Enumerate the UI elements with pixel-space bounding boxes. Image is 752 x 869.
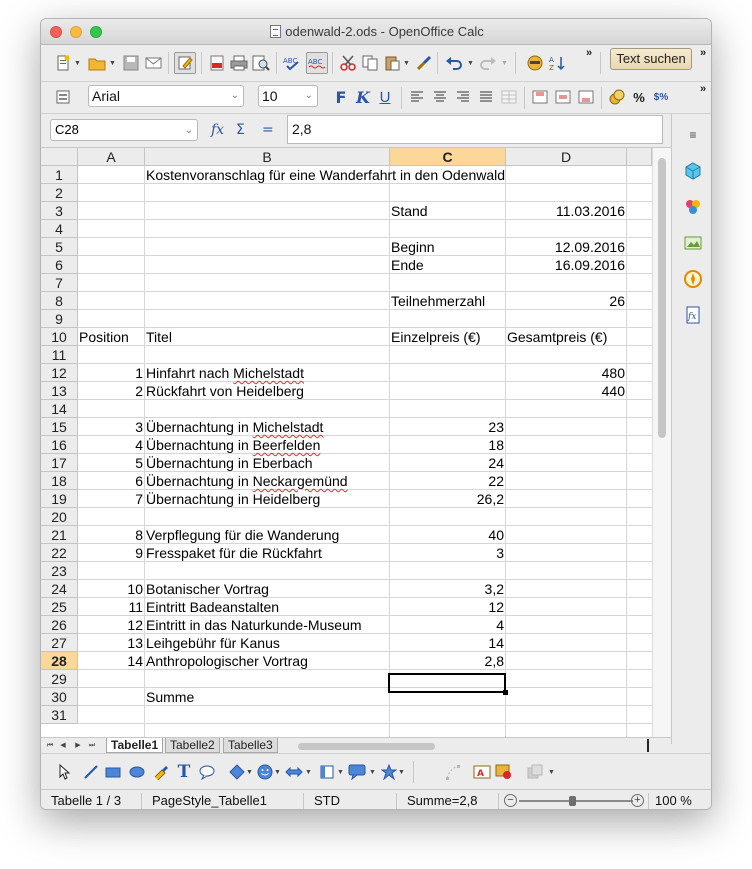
status-sheet-indicator[interactable]: Tabelle 1 / 3 (51, 793, 122, 808)
freeform-line-icon[interactable] (151, 762, 171, 782)
align-center-icon[interactable] (430, 87, 450, 107)
row-header-8[interactable]: 8 (41, 292, 78, 310)
cell-c-row-16[interactable]: 18 (488, 437, 504, 453)
underline-icon[interactable]: U (379, 88, 391, 106)
toolbar-separator (168, 52, 169, 74)
sheet-tab-tabelle3[interactable]: Tabelle3 (223, 738, 278, 753)
cell-c-row-25[interactable]: 12 (488, 599, 504, 615)
sheet-tab-bar (41, 737, 671, 753)
shapes-dropdown-icon[interactable]: ▼ (246, 769, 253, 776)
symbols-dropdown-icon[interactable]: ▼ (274, 769, 281, 776)
email-document-icon[interactable] (144, 53, 164, 73)
points-icon[interactable] (443, 762, 463, 782)
horizontal-scrollbar[interactable] (294, 741, 646, 751)
line-tool-icon[interactable] (81, 762, 101, 782)
next-sheet-icon[interactable]: ▶ (75, 742, 81, 749)
svg-text:ABC: ABC (283, 57, 298, 65)
formula-input[interactable]: 2,8 (287, 115, 663, 144)
split-handle[interactable] (647, 739, 649, 752)
row-header-7[interactable]: 7 (41, 274, 78, 292)
status-sum[interactable]: Summe=2,8 (407, 793, 478, 808)
redo-dropdown-icon[interactable]: ▼ (501, 60, 508, 67)
new-dropdown-icon[interactable]: ▼ (74, 60, 81, 67)
zoom-out-icon[interactable]: − (504, 794, 517, 807)
drawing-toolbar (41, 753, 712, 789)
font-name-value: Arial (92, 88, 121, 104)
grid-line (78, 723, 652, 724)
block-arrows-icon[interactable] (284, 762, 304, 782)
row-header-9[interactable]: 9 (41, 310, 78, 328)
row-header-23[interactable]: 23 (41, 562, 78, 580)
print-icon[interactable] (229, 53, 249, 73)
row-header-13[interactable]: 13 (41, 382, 78, 400)
number-format-icon[interactable]: $% (653, 91, 669, 103)
callouts-icon[interactable] (347, 762, 367, 782)
navigator-icon[interactable] (525, 53, 545, 73)
cell-a-row-22[interactable]: 9 (135, 545, 143, 561)
cell-a-row-16[interactable]: 4 (135, 437, 143, 453)
export-pdf-icon[interactable] (207, 53, 227, 73)
currency-format-icon[interactable] (607, 87, 627, 107)
edit-file-icon[interactable] (174, 52, 196, 74)
column-header-e[interactable] (627, 148, 652, 166)
status-page-style[interactable]: PageStyle_Tabelle1 (152, 793, 267, 808)
row-header-21[interactable]: 21 (41, 526, 78, 544)
cell-c-row-19[interactable]: 26,2 (476, 491, 504, 507)
chevron-down-icon[interactable]: ⌄ (230, 90, 239, 101)
row-header-10[interactable]: 10 (41, 328, 78, 346)
open-folder-icon[interactable] (87, 53, 107, 73)
font-name-combobox[interactable] (88, 85, 244, 107)
svg-text:Z: Z (549, 64, 554, 71)
toolbar-separator (401, 87, 402, 109)
select-pointer-icon[interactable] (55, 762, 75, 782)
save-icon[interactable] (121, 53, 141, 73)
cell-c-row-5[interactable]: Beginn (391, 239, 435, 255)
status-separator (141, 793, 142, 809)
percent-format-icon[interactable]: % (633, 89, 645, 105)
row-header-25[interactable]: 25 (41, 598, 78, 616)
column-header-d[interactable]: D (506, 148, 627, 166)
fill-handle[interactable] (503, 690, 508, 695)
select-all-corner[interactable] (41, 148, 78, 166)
title-bar (41, 19, 712, 45)
row-header-27[interactable]: 27 (41, 634, 78, 652)
function-wizard-icon[interactable]: fx (211, 122, 225, 138)
text-search-button[interactable]: Text suchen (610, 48, 692, 70)
column-header-c[interactable]: C (390, 148, 506, 166)
row-header-12[interactable]: 12 (41, 364, 78, 382)
toolbar-separator (600, 52, 601, 74)
cell-b-row-19[interactable]: Übernachtung in Heidelberg (146, 491, 321, 507)
sheet-tab-tabelle2[interactable]: Tabelle2 (165, 738, 220, 753)
extrusion-icon[interactable] (525, 762, 545, 782)
row-header-28[interactable]: 28 (41, 652, 78, 670)
rectangle-tool-icon[interactable] (103, 762, 123, 782)
functions-icon[interactable] (682, 304, 704, 326)
row-header-20[interactable]: 20 (41, 508, 78, 526)
cell-a-row-10[interactable]: Position (79, 329, 129, 345)
horizontal-scroll-thumb[interactable] (298, 743, 435, 750)
properties-icon[interactable] (682, 160, 704, 182)
align-top-icon[interactable] (530, 87, 550, 107)
justify-icon[interactable] (476, 87, 496, 107)
toolbar-separator (413, 761, 414, 783)
flowchart-icon[interactable] (317, 762, 337, 782)
cell-b-row-25[interactable]: Eintritt Badeanstalten (146, 599, 280, 615)
cell-c-row-22[interactable]: 3 (496, 545, 504, 561)
row-header-26[interactable]: 26 (41, 616, 78, 634)
merge-cells-icon[interactable] (499, 87, 519, 107)
cell-d-row-12[interactable]: 480 (601, 365, 625, 381)
row-header-18[interactable]: 18 (41, 472, 78, 490)
auto-spellcheck-icon[interactable] (306, 52, 328, 74)
name-box-value: C28 (55, 122, 79, 137)
cell-b-row-15[interactable]: Übernachtung in Michelstadt (146, 419, 324, 435)
basic-shapes-icon[interactable] (227, 762, 247, 782)
redo-icon[interactable] (478, 53, 498, 73)
cell-c-row-21[interactable]: 40 (488, 527, 504, 543)
vertical-scrollbar[interactable] (652, 148, 671, 737)
status-separator (396, 793, 397, 809)
stars-dropdown-icon[interactable]: ▼ (398, 769, 405, 776)
toolbar-separator (332, 52, 333, 74)
cell-b-row-10[interactable]: Titel (146, 329, 172, 345)
insert-image-icon[interactable] (494, 762, 514, 782)
symbol-shapes-icon[interactable] (255, 762, 275, 782)
extrusion-dropdown-icon[interactable]: ▼ (548, 769, 555, 776)
status-selection-mode[interactable]: STD (314, 793, 340, 808)
row-header-6[interactable]: 6 (41, 256, 78, 274)
cell-d-row-10[interactable]: Gesamtpreis (€) (507, 329, 608, 345)
cell-b-row-18[interactable]: Übernachtung in Neckargemünd (146, 473, 348, 489)
cell-b-row-27[interactable]: Leihgebühr für Kanus (146, 635, 280, 651)
font-size-combobox[interactable] (258, 85, 318, 107)
undo-dropdown-icon[interactable]: ▼ (467, 60, 474, 67)
cell-a-row-25[interactable]: 11 (128, 599, 143, 615)
column-header-b[interactable]: B (145, 148, 390, 166)
svg-text:fx: fx (688, 312, 697, 322)
row-header-24[interactable]: 24 (41, 580, 78, 598)
cell-d-row-13[interactable]: 440 (601, 383, 625, 399)
formula-bar (41, 114, 671, 148)
gallery-icon[interactable] (682, 232, 704, 254)
callouts-dropdown-icon[interactable]: ▼ (369, 769, 376, 776)
row-header-17[interactable]: 17 (41, 454, 78, 472)
spellcheck-icon[interactable] (283, 53, 303, 73)
row-header-5[interactable]: 5 (41, 238, 78, 256)
cell-b-row-24[interactable]: Botanischer Vortrag (146, 581, 269, 597)
more-tools-chevron[interactable]: » (586, 47, 593, 59)
page-preview-icon[interactable] (251, 53, 271, 73)
arrows-dropdown-icon[interactable]: ▼ (305, 769, 312, 776)
chevron-down-icon[interactable]: ⌄ (304, 90, 313, 101)
sidebar (671, 114, 712, 744)
toolbar-separator (201, 52, 202, 74)
cell-a-row-27[interactable]: 13 (127, 635, 143, 651)
status-separator (498, 793, 499, 809)
svg-text:A: A (477, 769, 484, 779)
zoom-slider-knob[interactable] (569, 796, 576, 806)
formula-equals-icon[interactable]: = (262, 122, 274, 138)
toolbar-separator (276, 52, 277, 74)
format-more-chevron[interactable]: » (700, 83, 707, 95)
styles-formatting-icon[interactable] (53, 87, 73, 107)
sum-icon[interactable]: Σ (236, 122, 245, 138)
status-zoom-level[interactable]: 100 % (655, 793, 692, 808)
cell-b-row-16[interactable]: Übernachtung in Beerfelden (146, 437, 321, 453)
window-title: odenwald-2.ods - OpenOffice Calc (285, 24, 484, 39)
cell-c-row-8[interactable]: Teilnehmerzahl (391, 293, 486, 309)
cell-c-row-6[interactable]: Ende (391, 257, 424, 273)
row-header-11[interactable]: 11 (41, 346, 78, 364)
align-bottom-icon[interactable] (576, 87, 596, 107)
cell-b-row-22[interactable]: Fresspaket für die Rückfahrt (146, 545, 322, 561)
cell-a-row-18[interactable]: 6 (135, 473, 143, 489)
paste-dropdown-icon[interactable]: ▼ (403, 60, 410, 67)
sheet-tab-tabelle1[interactable]: Tabelle1 (106, 738, 163, 753)
cell-c-row-10[interactable]: Einzelpreis (€) (391, 329, 481, 345)
row-header-22[interactable]: 22 (41, 544, 78, 562)
cell-b-row-1[interactable]: Kostenvoranschlag für eine Wanderfahrt in den Odenwald (146, 167, 506, 183)
align-left-icon[interactable] (407, 87, 427, 107)
toolbar-separator (515, 52, 516, 74)
copy-icon[interactable] (360, 53, 380, 73)
cell-a-row-24[interactable]: 10 (127, 581, 143, 597)
cell-a-row-26[interactable]: 12 (127, 617, 143, 633)
row-header-14[interactable]: 14 (41, 400, 78, 418)
first-sheet-icon[interactable]: ⏮ (46, 742, 54, 749)
cell-d-row-6[interactable]: 16.09.2016 (554, 257, 625, 273)
ellipse-tool-icon[interactable] (127, 762, 147, 782)
svg-text:A: A (549, 56, 554, 64)
cell-d-row-8[interactable]: 26 (609, 293, 625, 309)
standard-toolbar (41, 45, 712, 82)
stars-icon[interactable] (379, 762, 399, 782)
zoom-in-icon[interactable]: + (631, 794, 644, 807)
italic-icon[interactable]: K (356, 87, 370, 107)
fontwork-icon[interactable] (472, 762, 492, 782)
row-header-29[interactable]: 29 (41, 670, 78, 688)
status-bar (41, 789, 712, 810)
zoom-slider-track[interactable] (519, 800, 633, 802)
cell-d-row-3[interactable]: 11.03.2016 (555, 203, 625, 219)
cell-b-row-21[interactable]: Verpflegung für die Wanderung (146, 527, 340, 543)
svg-text:ABC: ABC (308, 58, 323, 66)
vertical-scroll-thumb[interactable] (658, 158, 666, 438)
paste-icon[interactable] (382, 53, 402, 73)
cell-a-row-15[interactable]: 3 (135, 419, 143, 435)
cell-c-row-27[interactable]: 14 (488, 635, 504, 651)
cell-b-row-26[interactable]: Eintritt in das Naturkunde-Museum (146, 617, 362, 633)
cell-c-row-28[interactable]: 2,8 (484, 653, 504, 669)
cell-c-row-17[interactable]: 24 (488, 455, 504, 471)
undo-icon[interactable] (444, 53, 464, 73)
cell-b-row-30[interactable]: Summe (146, 689, 195, 705)
chevron-down-icon[interactable]: ⌄ (184, 125, 193, 136)
align-middle-icon[interactable] (553, 87, 573, 107)
cell-a-row-13[interactable]: 2 (135, 383, 143, 399)
spreadsheet-document-icon (270, 25, 281, 38)
row-header-2[interactable]: 2 (41, 184, 78, 202)
cell-a-row-12[interactable]: 1 (135, 365, 143, 381)
cell-c-row-15[interactable]: 23 (488, 419, 504, 435)
cell-a-row-28[interactable]: 14 (127, 653, 143, 669)
styles-icon[interactable] (682, 196, 704, 218)
name-box[interactable] (50, 119, 198, 141)
cell-d-row-5[interactable]: 12.09.2016 (554, 239, 625, 255)
cell-c-row-24[interactable]: 3,2 (484, 581, 504, 597)
cell-c-row-3[interactable]: Stand (391, 203, 428, 219)
callout-tool-icon[interactable] (197, 762, 217, 782)
cell-a-row-19[interactable]: 7 (135, 491, 143, 507)
row-header-16[interactable]: 16 (41, 436, 78, 454)
cell-b-row-17[interactable]: Übernachtung in Eberbach (146, 455, 313, 471)
previous-sheet-icon[interactable]: ◀ (60, 742, 66, 749)
sidebar-menu-icon[interactable]: ≡ (689, 128, 697, 142)
column-header-a[interactable]: A (78, 148, 145, 166)
open-dropdown-icon[interactable]: ▼ (109, 60, 116, 67)
bold-icon[interactable]: F (335, 87, 347, 107)
cell-c-row-18[interactable]: 22 (488, 473, 504, 489)
toolbar-separator (601, 87, 602, 109)
flowchart-dropdown-icon[interactable]: ▼ (337, 769, 344, 776)
window-title-wrap (41, 19, 712, 45)
font-size-value: 10 (262, 88, 278, 104)
navigator-compass-icon[interactable] (682, 268, 704, 290)
text-tool-icon[interactable]: T (177, 762, 191, 782)
search-more-chevron[interactable]: » (700, 47, 707, 59)
row-header-3[interactable]: 3 (41, 202, 78, 220)
row-header-30[interactable]: 30 (41, 688, 78, 706)
row-header-19[interactable]: 19 (41, 490, 78, 508)
cell-a-row-21[interactable]: 8 (135, 527, 143, 543)
clone-formatting-icon[interactable] (414, 53, 434, 73)
cell-b-row-13[interactable]: Rückfahrt von Heidelberg (146, 383, 304, 399)
last-sheet-icon[interactable]: ⏭ (88, 742, 96, 749)
calc-window (40, 18, 712, 810)
row-header-4[interactable]: 4 (41, 220, 78, 238)
status-separator (648, 793, 649, 809)
cell-b-row-12[interactable]: Hinfahrt nach Michelstadt (146, 365, 304, 381)
spreadsheet-grid[interactable] (41, 148, 652, 737)
new-document-icon[interactable] (53, 53, 73, 73)
status-separator (303, 793, 304, 809)
align-right-icon[interactable] (453, 87, 473, 107)
cut-icon[interactable] (338, 53, 358, 73)
row-header-31[interactable]: 31 (41, 706, 78, 724)
row-header-1[interactable]: 1 (41, 166, 78, 184)
cell-c-row-26[interactable]: 4 (496, 617, 504, 633)
cell-a-row-17[interactable]: 5 (135, 455, 143, 471)
sort-ascending-icon[interactable] (548, 53, 568, 73)
cell-cursor[interactable] (388, 673, 506, 693)
cell-b-row-28[interactable]: Anthropologischer Vortrag (146, 653, 308, 669)
toolbar-separator (524, 87, 525, 109)
toolbar-separator (437, 52, 438, 74)
row-header-15[interactable]: 15 (41, 418, 78, 436)
